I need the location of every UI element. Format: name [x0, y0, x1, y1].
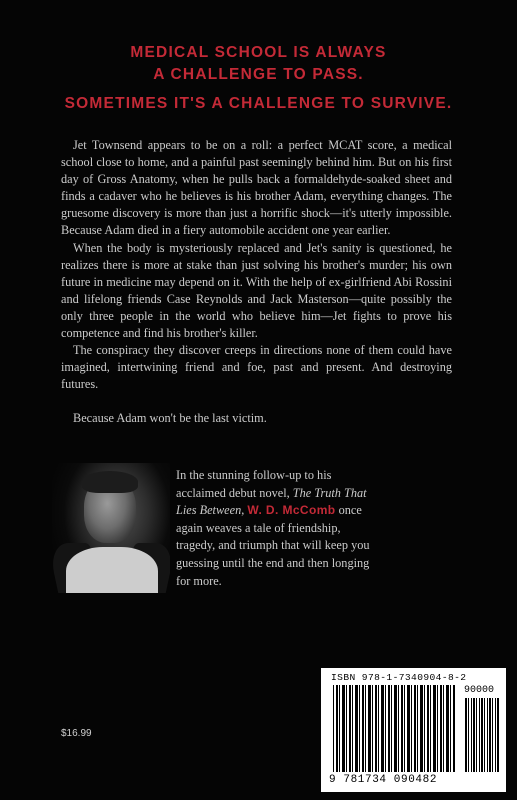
tagline-line-3: SOMETIMES IT'S A CHALLENGE TO SURVIVE.: [64, 95, 453, 112]
ean-number: 9 781734 090482: [329, 774, 438, 786]
bio-text-intro: In the stunning follow-up to his acclaimed debut novel,: [176, 468, 332, 500]
bio-text-closing: once again weaves a tale of friendship, tragedy, and triumph that will keep you guessing until the end and then longing for more.: [176, 503, 370, 588]
isbn-barcode: [321, 668, 506, 792]
addon-barcode-bars: [465, 698, 500, 772]
author-photo: [52, 463, 170, 593]
tagline-line-2: A CHALLENGE TO PASS.: [153, 66, 364, 83]
synopsis-paragraph-1: Jet Townsend appears to be on a roll: a perfect MCAT score, a medical school close to home, and a painful past seemingly behind him. But on his first day of Gross Anatomy, when he pulls back a formaldehyde-soaked sheet and finds a cadaver who he believes is his brother Adam, everything changes. The gruesome discovery is more than just a horrific shock—it's utterly impossible. Because Adam died in a fiery automobile accident one year earlier.: [61, 138, 452, 238]
author-name: W. D. McComb: [247, 503, 336, 518]
debut-novel-title: The Truth That Lies Between: [176, 485, 367, 518]
price-addon-code: 90000: [464, 685, 495, 696]
author-bio: [176, 467, 376, 590]
bio-text-comma: ,: [241, 503, 248, 518]
ean-barcode-bars: [333, 685, 455, 772]
tagline-line-1: MEDICAL SCHOOL IS ALWAYS: [130, 44, 387, 61]
synopsis-paragraph-2: When the body is mysteriously replaced and Jet's sanity is questioned, he realizes there is more at stake than just solving his brother's murder; his own future in medicine may depend on it. With the help of ex-girlfriend Abi Rossini and lifelong friends Case Reynolds and Jack Masterson—quite possibly the only three people in the world who believe him—Jet fights to prove his competence and find his brother's killer.: [61, 241, 452, 341]
synopsis-paragraph-4: Because Adam won't be the last victim.: [73, 411, 267, 425]
synopsis-paragraph-3: The conspiracy they discover creeps in directions none of them could have imagined, intertwining friend and foe, past and present. And destroying futures.: [61, 343, 452, 392]
price-label: $16.99: [61, 728, 92, 739]
isbn-label: ISBN 978-1-7340904-8-2: [331, 672, 467, 683]
